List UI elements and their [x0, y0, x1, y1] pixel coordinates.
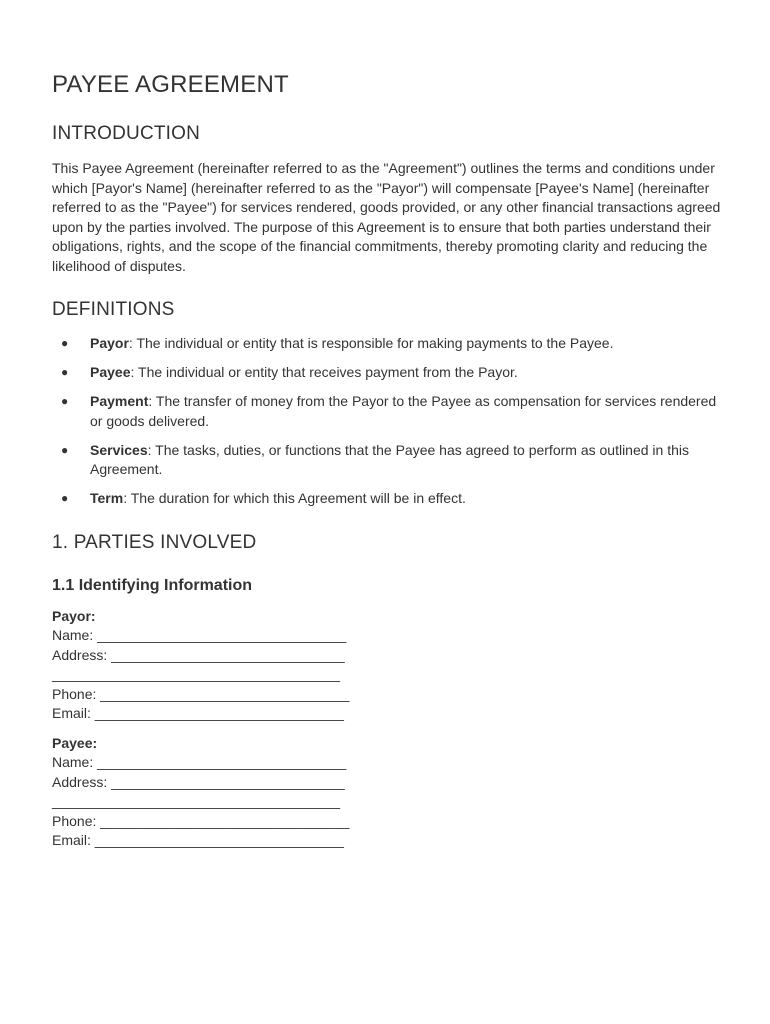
definition-text: : The duration for which this Agreement will be in effect. [123, 490, 466, 506]
definition-term: Payor [90, 335, 129, 351]
payee-address-continued-field[interactable]: _____________________________________ [52, 793, 341, 809]
bullet-icon: ● [61, 394, 69, 408]
payee-email-field[interactable]: Email: ________________________________ [52, 832, 344, 848]
bullet-icon: ● [61, 491, 69, 505]
definition-text: : The tasks, duties, or functions that the Payee has agreed to perform as outlined in this Agreement. [90, 441, 689, 477]
definition-term: Services [90, 441, 148, 458]
payor-phone-field[interactable]: Phone: ________________________________ [52, 685, 350, 702]
parties-heading: 1. PARTIES INVOLVED [52, 531, 257, 553]
bullet-icon: ● [61, 442, 69, 457]
document-page [52, 70, 722, 851]
payee-address-field[interactable]: Address: ______________________________ [52, 773, 345, 790]
definition-item [52, 363, 722, 383]
identifying-information-heading: 1.1 Identifying Information [52, 576, 253, 594]
payor-address-continued-field[interactable]: _____________________________________ [52, 666, 341, 682]
payor-address-field[interactable]: Address: ______________________________ [52, 646, 345, 663]
payee-phone-field[interactable]: Phone: ________________________________ [52, 812, 350, 829]
definition-text: : The individual or entity that is responsible for making payments to the Payee. [128, 335, 614, 351]
definition-term: Payee [90, 364, 131, 380]
payor-block [52, 607, 722, 724]
payee-block [52, 734, 722, 851]
payor-label: Payor: [52, 607, 96, 624]
payor-email-field[interactable]: Email: ________________________________ [52, 705, 344, 721]
document-title: PAYEE AGREEMENT [52, 71, 289, 98]
bullet-icon: ● [61, 336, 69, 350]
payor-name-field[interactable]: Name: ________________________________ [52, 627, 347, 643]
payee-label: Payee: [52, 734, 98, 751]
definition-item [52, 392, 722, 431]
introduction-heading: INTRODUCTION [52, 123, 201, 144]
definitions-list [52, 334, 722, 509]
definition-item [52, 441, 722, 480]
definition-term: Term [90, 490, 124, 506]
definition-text: : The individual or entity that receives payment from the Payor. [130, 364, 518, 380]
introduction-paragraph: This Payee Agreement (hereinafter referred to as the "Agreement") outlines the terms and conditions under which [Payor's Name] (hereinafter referred to as the "Payor") will compensate [Payee's Name] (hereinafter referred to as the "Payee") for services rendered, goods provided, or any other financial transactions agreed upon by the parties involved. The purpose of this Agreement is to ensure that both parties understand their obligations, rights, and the scope of the financial commitments, thereby promoting clarity and reducing the likelihood of disputes. [52, 160, 721, 274]
definition-item [52, 334, 722, 354]
definition-term: Payment [90, 393, 149, 409]
definitions-heading: DEFINITIONS [52, 299, 175, 320]
payee-name-field[interactable]: Name: ________________________________ [52, 754, 347, 770]
bullet-icon: ● [61, 365, 69, 379]
definition-item [52, 489, 722, 509]
definition-text: : The transfer of money from the Payor to the Payee as compensation for services rendered or goods delivered. [90, 393, 717, 429]
